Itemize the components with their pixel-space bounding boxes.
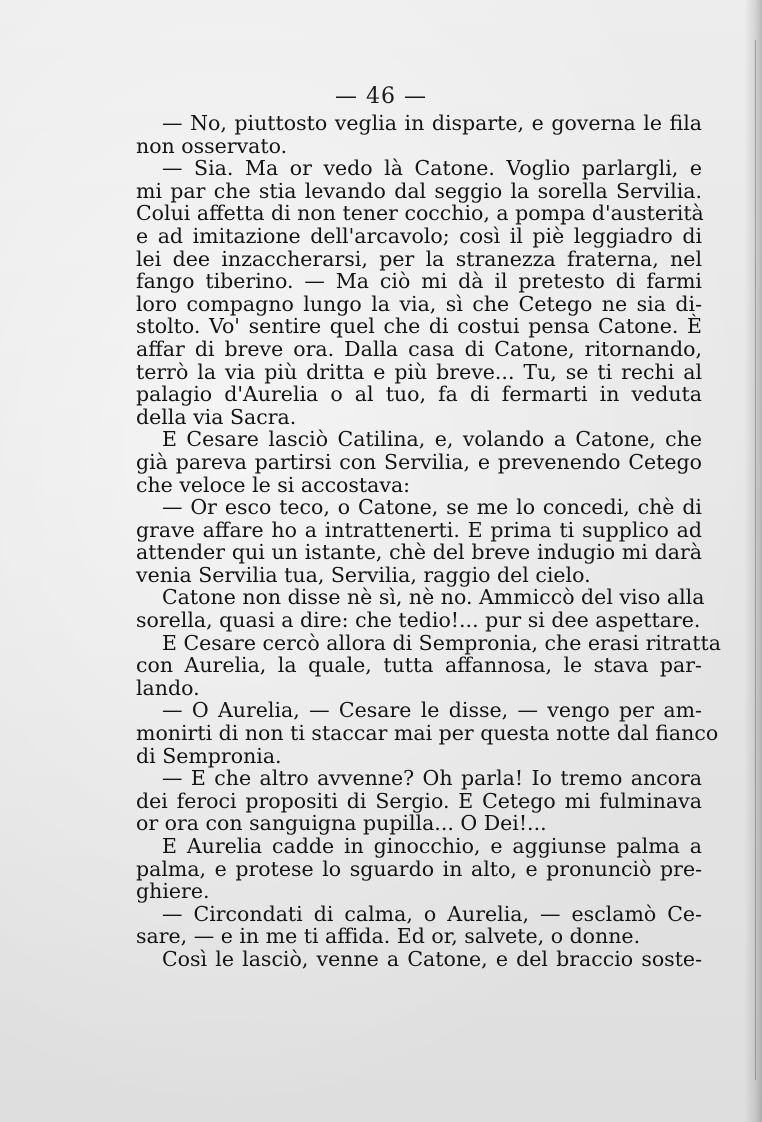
text-line: palma, e protese lo sguardo in alto, e pronunciò pre-	[136, 856, 702, 881]
text-line: — Circondati di calma, o Aurelia, — esclamò Ce-	[162, 901, 702, 926]
text-line: non osservato.	[136, 133, 288, 158]
body-text	[136, 111, 721, 971]
text-line: grave affare ho a intrattenerti. E prima ti supplico ad	[136, 517, 702, 542]
text-line: palagio d'Aurelia o al tuo, fa di fermarti in veduta	[136, 382, 702, 407]
text-line: E Aurelia cadde in ginocchio, e aggiunse palma a	[162, 834, 702, 858]
text-line: or ora con sanguigna pupilla... O Dei!...	[136, 811, 547, 836]
text-line: — O Aurelia, — Cesare le disse, — vengo per am-	[162, 698, 702, 723]
text-line: stolto. Vo' sentire quel che di costui pensa Catone. È	[136, 314, 702, 339]
text-line: già pareva partirsi con Servilia, e prevenendo Cetego	[136, 449, 702, 474]
text-line: monirti di non ti staccar mai per questa notte dal fianco	[136, 721, 719, 746]
text-line: e ad imitazione dell'arcavolo; così il piè leggiadro di	[136, 223, 702, 248]
text-line: Così le lasciò, venne a Catone, e del braccio soste-	[162, 946, 702, 971]
text-line: dei feroci propositi di Sergio. E Cetego mi fulminava	[136, 788, 702, 813]
text-line: affar di breve ora. Dalla casa di Catone, ritornando,	[136, 336, 702, 361]
text-line: lei dee inzaccherarsi, per la stranezza fraterna, nel	[136, 246, 702, 271]
text-line: fango tiberino. — Ma ciò mi dà il pretesto di farmi	[136, 269, 702, 294]
text-line: Colui affetta di non tener cocchio, a pompa d'austerità	[136, 201, 704, 226]
text-line: E Cesare cercò allora di Sempronia, che erasi ritratta	[162, 630, 721, 655]
text-line: ghiere.	[136, 879, 210, 904]
text-line: sorella, quasi a dire: che tedio!... pur si dee aspettare.	[136, 608, 701, 633]
text-line: mi par che stia levando dal seggio la sorella Servilia.	[136, 178, 702, 203]
text-line: venia Servilia tua, Servilia, raggio del cielo.	[136, 562, 591, 587]
text-line: E Cesare lasciò Catilina, e, volando a Catone, che	[162, 427, 702, 452]
text-line: attender qui un istante, chè del breve indugio mi darà	[136, 540, 702, 565]
text-line: sare, — e in me ti affida. Ed or, salvete, o donne.	[136, 924, 641, 949]
text-line: terrò la via più dritta e più breve... Tu, se ti rechi al	[136, 359, 702, 384]
text-line: — No, piuttosto veglia in disparte, e governa le fila	[162, 111, 702, 135]
text-line: della via Sacra.	[136, 404, 297, 429]
text-line: con Aurelia, la quale, tutta affannosa, le stava par-	[136, 653, 702, 678]
text-line: lando.	[136, 675, 200, 700]
page-number: — 46 —	[335, 84, 427, 109]
text-line: — E che altro avvenne? Oh parla! Io tremo ancora	[162, 766, 702, 791]
text-line: Catone non disse nè sì, nè no. Ammiccò del viso alla	[162, 585, 705, 610]
page-edge-shadow	[744, 0, 762, 1122]
text-line: loro compagno lungo la via, sì che Cetego ne sia di-	[136, 291, 702, 316]
text-line: — Sia. Ma or vedo là Catone. Voglio parlargli, e	[162, 156, 702, 181]
text-line: che veloce le si accostava:	[136, 472, 411, 497]
page-edge-line	[755, 40, 756, 1080]
text-line: — Or esco teco, o Catone, se me lo concedi, chè di	[162, 495, 702, 520]
text-line: di Sempronia.	[136, 743, 282, 768]
